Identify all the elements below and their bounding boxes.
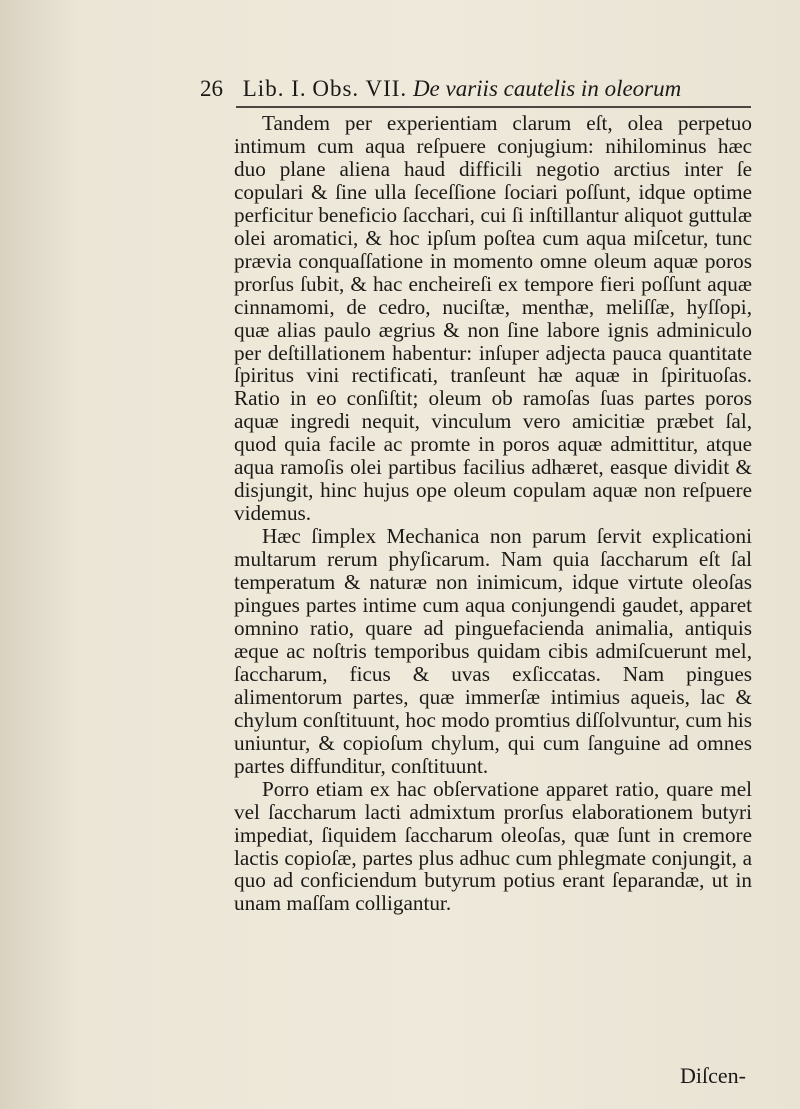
running-header [200, 76, 760, 102]
paragraph: Tandem per experientiam clarum eſt, olea perpetuo intimum cum aqua reſpuere conjugium: nihilominus hæc duo plane aliena haud difficili negotio arctius inter ſe copulari & ſine ulla ſeceſſione ſociari poſſunt, idque optime perficitur beneficio ſacchari, cui ſi inſtillantur aliquot guttulæ olei aromatici, & hoc ipſum poſtea cum aqua miſcetur, tunc prævia conquaſſatione in momento omne oleum aquæ poros prorſus ſubit, & hac encheireſi ex tempore fieri poſſunt aquæ cinnamomi, de cedro, nuciſtæ, menthæ, meliſſæ, hyſſopi, quæ alias paulo ægrius & non ſine labore ignis adminiculo per deſtillationem habentur: inſuper adjecta pauca quantitate ſpiritus vini rectificati, tranſeunt hæ aquæ in ſpirituoſas. Ratio in eo conſiſtit; oleum ob ramoſas ſuas partes poros aquæ ingredi nequit, vinculum vero amicitiæ præbet ſal, quod quia facile ac promte in poros aquæ admittitur, atque aqua ramoſis olei partibus facilius adhæret, easque dividit & disjungit, hinc hujus ope oleum copulam aquæ non reſpuere videmus. [234, 111, 752, 526]
catchword: Diſcen- [680, 1063, 746, 1088]
book-reference: Lib. I. [242, 76, 307, 101]
running-title: De variis cautelis in oleorum [412, 76, 682, 101]
paragraph: Hæc ſimplex Mechanica non parum ſervit explicationi multarum rerum phyſicarum. Nam quia ſaccharum eſt ſal temperatum & naturæ non inimicum, idque virtute oleoſas pingues partes intime cum aqua conjungendi gaudet, apparet omnino ratio, quare ad pinguefacienda animalia, antiquis æque ac noſtris temporibus quidam cibis admiſcuerunt mel, ſaccharum, ficus & uvas exſiccatas. Nam pingues alimentorum partes, quæ immerſæ intimius aqueis, lac & chylum conſtituunt, hoc modo promtius diſſolvuntur, cum his uniuntur, & copioſum chylum, qui cum ſanguine ad omnes partes diffunditur, conſtituunt. [234, 524, 752, 778]
header-rule [236, 106, 751, 108]
paragraph: Porro etiam ex hac obſervatione apparet ratio, quare mel vel ſaccharum lacti admixtum prorſus elaborationem butyri impediat, ſiquidem ſaccharum oleoſas, quæ ſunt in cremore lactis copioſæ, partes plus adhuc cum phlegmate conjungit, a quo ad conficiendum butyrum potius erant ſeparandæ, ut in unam maſſam colligantur. [234, 776, 752, 916]
page-number: 26 [200, 76, 223, 101]
observation-reference: Obs. VII. [312, 76, 408, 101]
body-text [234, 112, 752, 915]
